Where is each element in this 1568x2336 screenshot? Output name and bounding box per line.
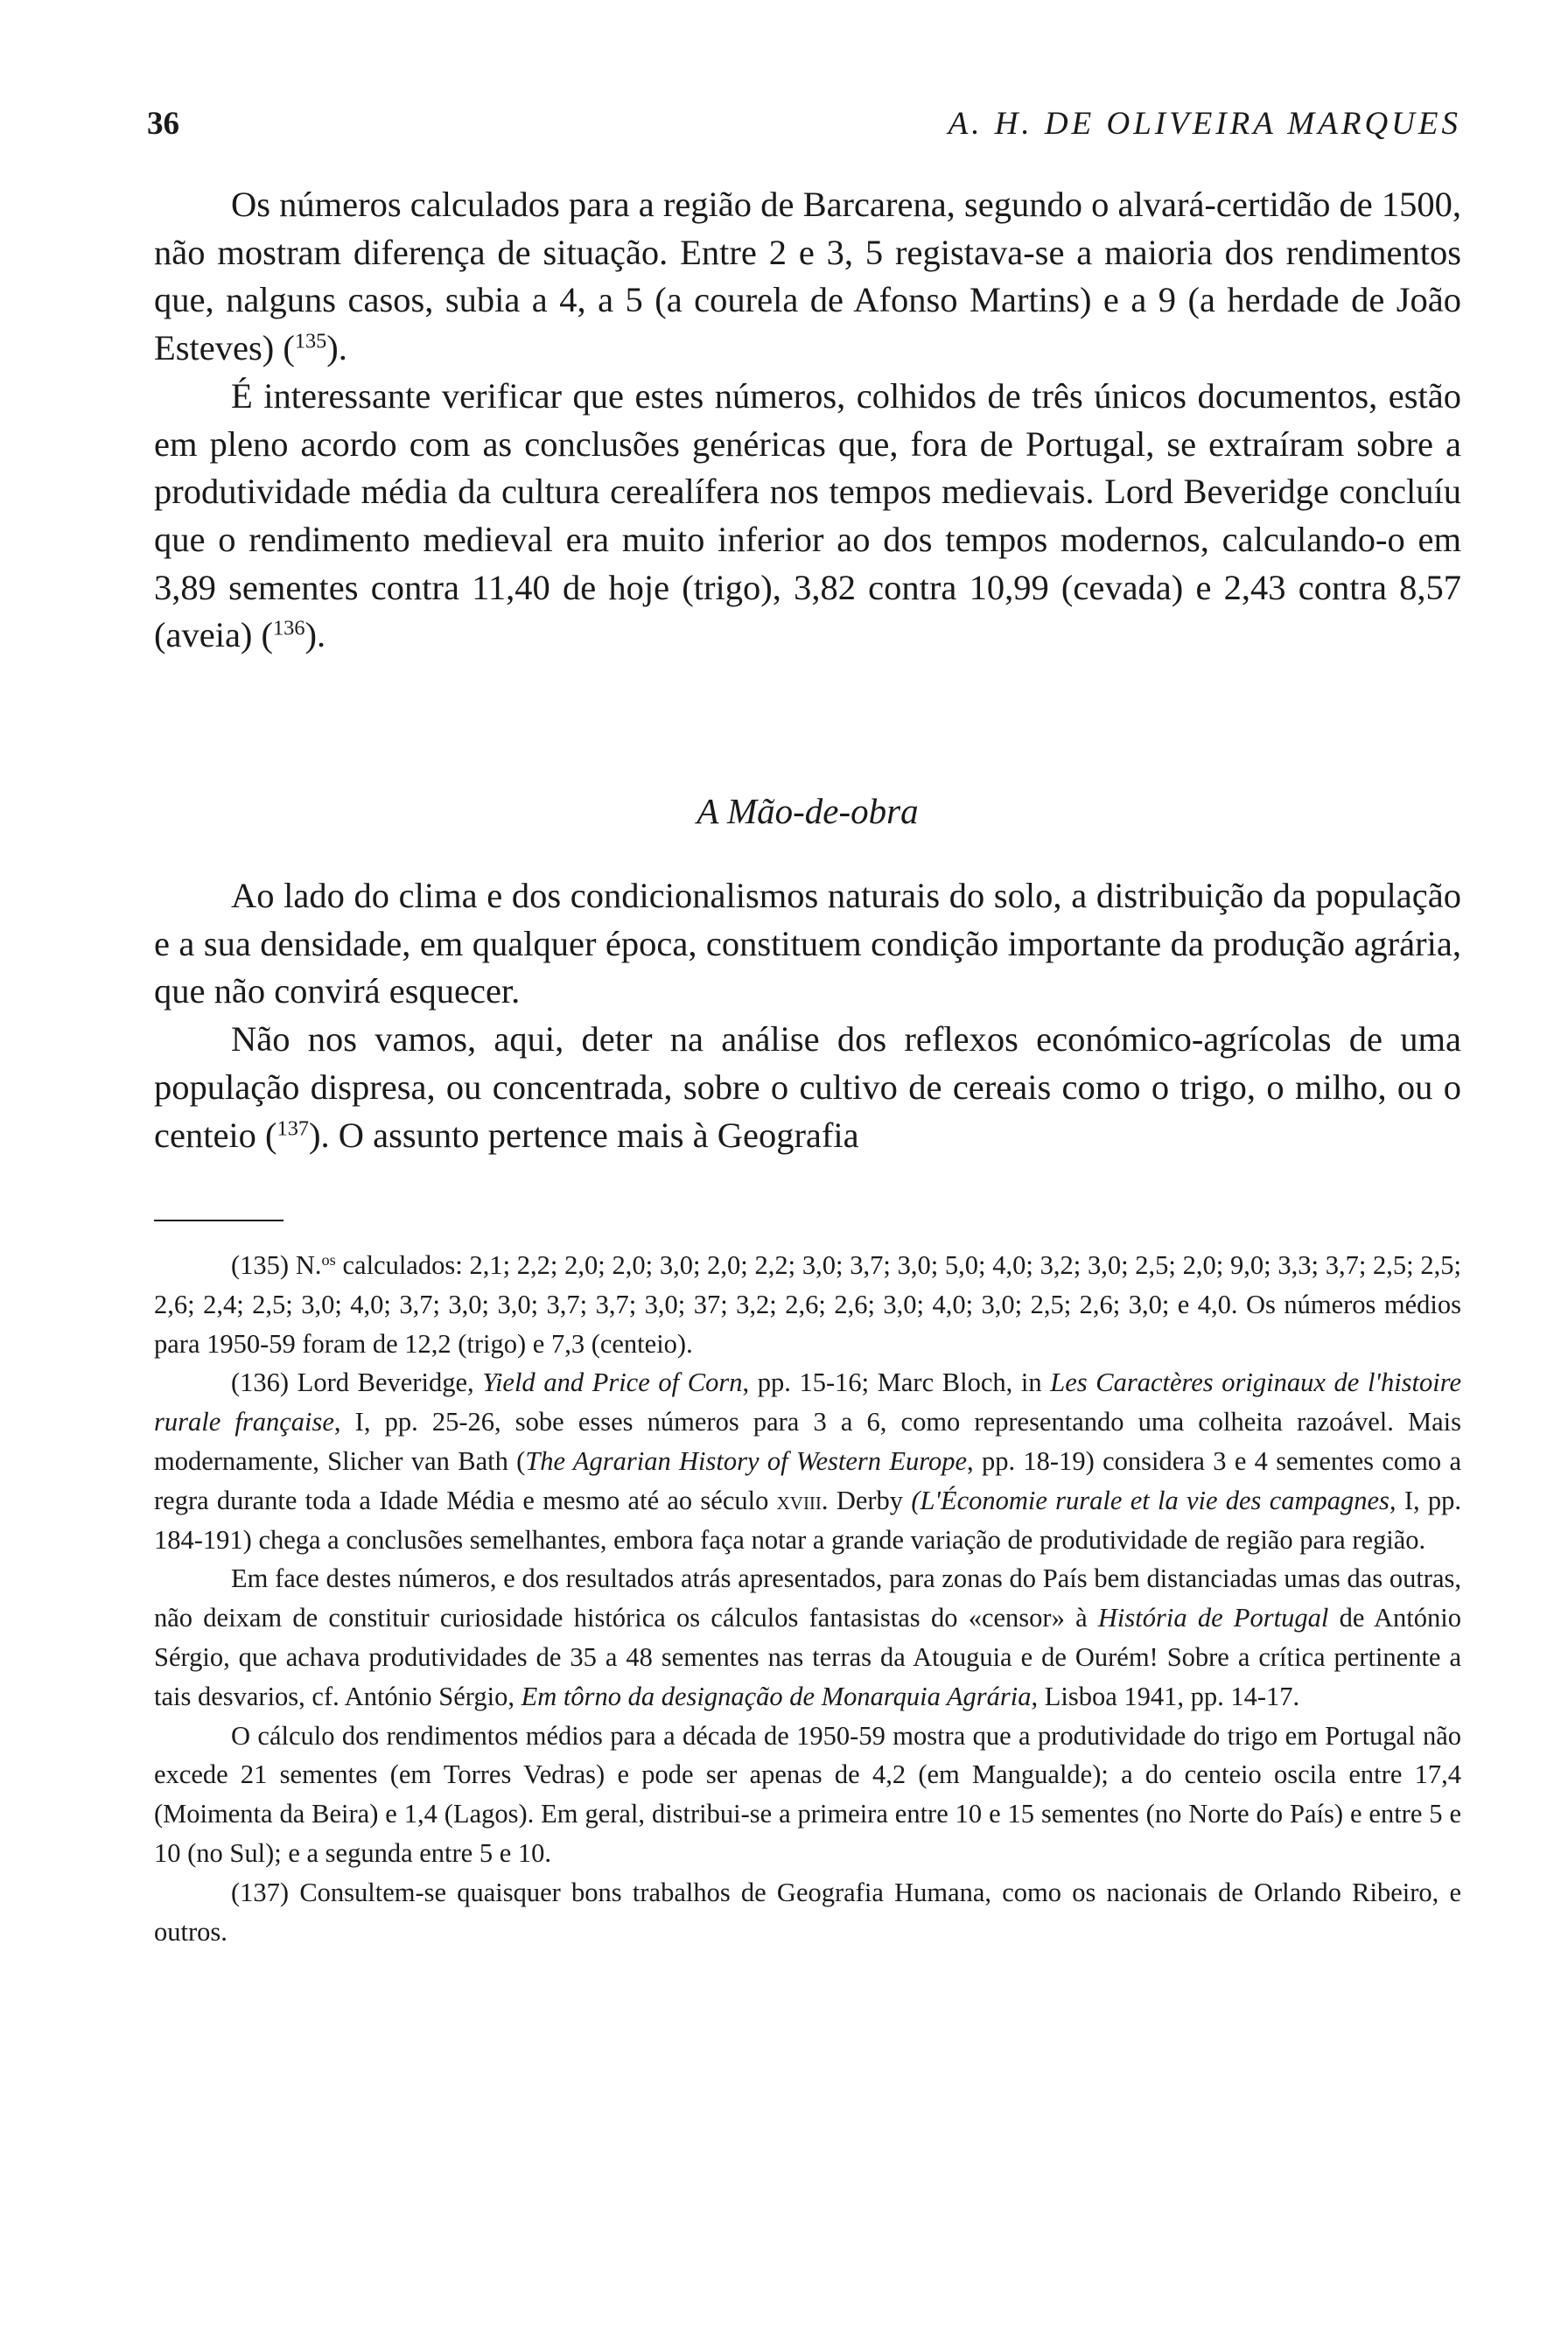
- footnote-135: [154, 1246, 1461, 1363]
- running-title: A. H. DE OLIVEIRA MARQUES: [948, 106, 1461, 142]
- footnotes: [154, 1246, 1461, 1951]
- body-paragraph: [154, 373, 1461, 660]
- footnote-marker: (137): [231, 1877, 290, 1907]
- footnote-text: . Derby: [821, 1485, 912, 1515]
- footnote-text: , Lisboa 1941, pp. 14-17.: [1031, 1681, 1300, 1711]
- footnote-paragraph: [154, 1717, 1461, 1873]
- footnote-paragraph: [154, 1559, 1461, 1716]
- footnote-marker: (135): [231, 1250, 290, 1280]
- footnote-reference[interactable]: 136: [273, 616, 305, 640]
- paragraph-text: Não nos vamos, aqui, deter na análise dos reflexos económico-agrícolas de uma população dispresa, ou concentrada, sobre o cultivo de cereais como o trigo, o milho, ou o centeio (: [154, 1019, 1461, 1155]
- book-title: Em tôrno da designação de Monarquia Agrária: [521, 1681, 1032, 1711]
- footnote-137: [154, 1873, 1461, 1952]
- footnote-text: , pp. 18-19) considera 3 e 4 sementes como a regra durante toda a Idade Média e mesmo até ao século: [154, 1445, 1461, 1515]
- book-title: Yield and Price of Corn: [482, 1367, 743, 1398]
- footnote-text: de António Sérgio, que achava produtividades de 35 a 48 sementes nas terras da Atouguia e de Ourém! Sobre a crítica pertinente a tais desvarios, cf. António Sérgio,: [154, 1603, 1461, 1711]
- footnote-text: Consultem-se quaisquer bons trabalhos de Geografia Humana, como os nacionais de Orlando Ribeiro, e outros.: [154, 1877, 1461, 1947]
- body-paragraph: [154, 872, 1461, 1016]
- book-title: (L'Économie rurale et la vie des campagnes,: [911, 1485, 1396, 1515]
- book-title: The Agrarian History of Western Europe: [525, 1445, 968, 1476]
- century-numeral: xviii: [776, 1485, 822, 1515]
- footnote-text: I, pp. 184-191) chega a conclusões semelhantes, embora faça notar a grande variação de produtividade de região para região.: [154, 1485, 1461, 1555]
- body-paragraph: [154, 181, 1461, 373]
- footnote-text: O cálculo dos rendimentos médios para a década de 1950-59 mostra que a produtividade do trigo em Portugal não excede 21 sementes (em Torres Vedras) e pode ser apenas de 4,2 (em Mangualde); a do centeio oscila entre 17,4 (Moimenta da Beira) e 1,4 (Lagos). Em geral, distribui-se a primeira entre 10 e 15 sementes (no Norte do País) e entre 5 e 10 (no Sul); e a segunda entre 5 e 10.: [154, 1720, 1461, 1868]
- book-title: História de Portugal: [1097, 1603, 1329, 1633]
- footnote-marker: (136): [231, 1367, 290, 1398]
- footnote-text: Lord Beveridge,: [297, 1367, 483, 1398]
- book-title: Les Caractères originaux de l'histoire rurale française: [154, 1367, 1462, 1437]
- body-text-bottom: [154, 872, 1461, 1159]
- footnote-136: [154, 1363, 1461, 1559]
- footnote-text: Em face destes números, e dos resultados atrás apresentados, para zonas do País bem distanciadas umas das outras, não deixam de constituir curiosidade histórica os cálculos fantasistas do «censor» à: [154, 1563, 1461, 1633]
- body-text-top: [154, 181, 1461, 660]
- running-head: [147, 98, 1461, 150]
- footnote-reference[interactable]: 135: [294, 329, 327, 353]
- paragraph-text: ). O assunto pertence mais à Geografia: [309, 1115, 859, 1155]
- abbreviation-superscript: os: [321, 1250, 336, 1269]
- section-heading: A Mão-de-obra: [696, 791, 919, 831]
- paragraph-text: ).: [326, 328, 347, 368]
- footnote-reference[interactable]: 137: [276, 1116, 309, 1141]
- paragraph-text: Ao lado do clima e dos condicionalismos naturais do solo, a distribuição da população e a sua densidade, em qualquer época, constituem condição importante da produção agrária, que não convirá esquecer.: [154, 876, 1461, 1011]
- footnote-text: , pp. 15-16; Marc Bloch, in: [742, 1367, 1051, 1398]
- page-number: 36: [147, 106, 179, 142]
- footnote-text: calculados: 2,1; 2,2; 2,0; 2,0; 3,0; 2,0; 2,2; 3,0; 3,7; 3,0; 5,0; 4,0; 3,2; 3,0; 2,5; 2,0; 9,0; 3,3; 3,7; 2,5; 2,5; 2,6; 2,4; 2,5; 3,0; 4,0; 3,7; 3,0; 3,0; 3,7; 3,7; 3,0; 37; 3,2; 2,6; 2,6; 3,0; 4,0; 3,0; 2,5; 2,6; 3,0; e 4,0. Os números médios para 1950-59 foram de 12,2 (trigo) e 7,3 (centeio).: [154, 1250, 1461, 1359]
- footnote-divider: [154, 1220, 284, 1221]
- paragraph-text: ).: [304, 615, 326, 655]
- footnote-text: , I, pp. 25-26, sobe esses números para 3 a 6, como representando uma colheita razoável. Mais modernamente, Slicher van Bath (: [154, 1407, 1461, 1476]
- paragraph-text: Os números calculados para a região de Barcarena, segundo o alvará-certidão de 1500, não mostram diferença de situação. Entre 2 e 3, 5 registava-se a maioria dos rendimentos que, nalguns casos, subia a 4, a 5 (a courela de Afonso Martins) e a 9 (a herdade de João Esteves) (: [154, 185, 1461, 368]
- paragraph-text: É interessante verificar que estes números, colhidos de três únicos documentos, estão em pleno acordo com as conclusões genéricas que, fora de Portugal, se extraíram sobre a produtividade média da cultura cerealífera nos tempos medievais. Lord Beveridge concluíu que o rendimento medieval era muito inferior ao dos tempos modernos, calculando-o em 3,89 sementes contra 11,40 de hoje (trigo), 3,82 contra 10,99 (cevada) e 2,43 contra 8,57 (aveia) (: [154, 375, 1461, 655]
- footnote-text: N.: [295, 1250, 322, 1280]
- body-paragraph: [154, 1016, 1461, 1159]
